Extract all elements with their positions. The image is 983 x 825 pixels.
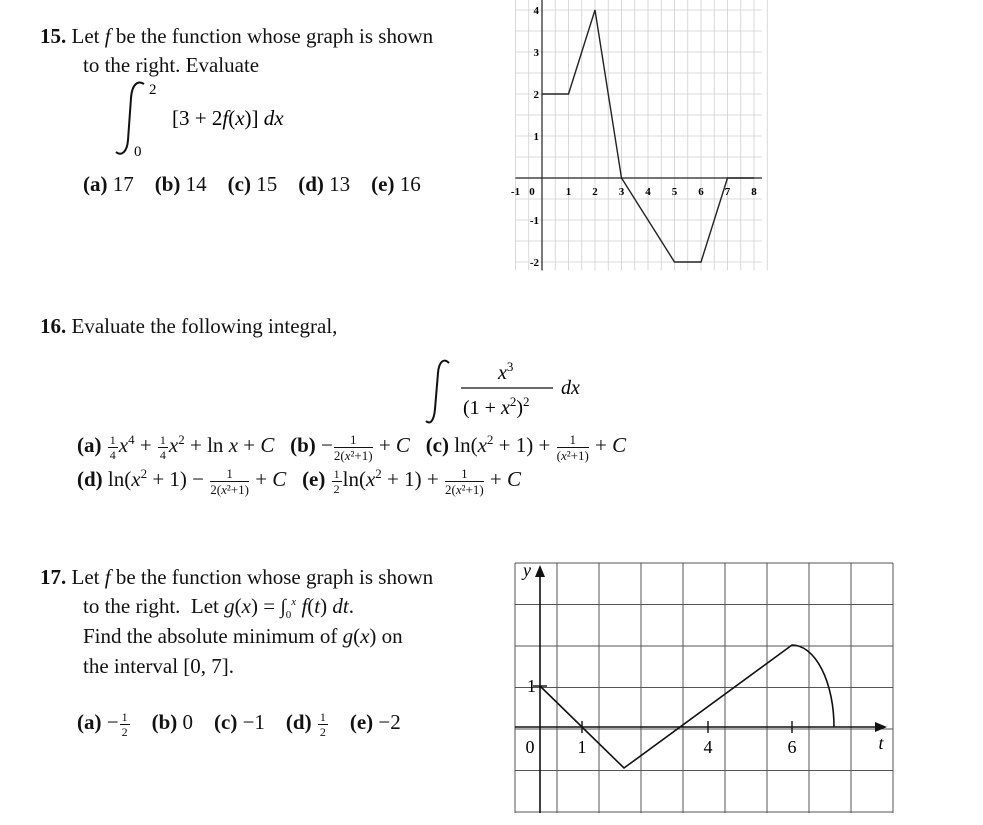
- x-tick-label: 1: [577, 737, 587, 757]
- q17-choices: [77, 710, 401, 738]
- q15-choice-e[interactable]: (e) 16: [371, 172, 421, 196]
- y-tick-label: 1: [527, 676, 536, 696]
- x-axis-label: t: [878, 733, 884, 753]
- q17-graph: [505, 555, 900, 820]
- q15-choices: [83, 172, 421, 197]
- q15-text-1: Let f be the function whose graph is shown: [71, 24, 434, 48]
- q17-line4: the interval [0, 7].: [83, 654, 235, 678]
- x-tick-label: 8: [751, 186, 757, 198]
- q15-choice-d[interactable]: (d) 13: [298, 172, 351, 196]
- y-axis-arrow-icon: [535, 565, 545, 577]
- q17-number: 17.: [40, 565, 67, 589]
- x-tick-label: -1: [510, 186, 521, 198]
- q16-denominator: $(1 + x^2)^2$: [463, 394, 530, 419]
- y-tick-label: 3: [533, 47, 539, 59]
- x-tick-label: 2: [592, 186, 598, 198]
- q15-line1: [40, 24, 433, 49]
- q16-choice-d[interactable]: (d) $\ln(x^2 + 1)$ − $\frac{1}{\text{2(x²+1)}}$ + C: [77, 465, 287, 497]
- q16-choice-c[interactable]: (c) $\ln(x^2 + 1)$ + $\frac{1}{\text{(x²+1)}}$ + C: [425, 431, 627, 463]
- x-tick-label: 6: [698, 186, 704, 198]
- x-tick-label: 3: [618, 186, 625, 198]
- y-tick-label: 2: [533, 89, 539, 101]
- x-axis-arrow-icon: [875, 722, 887, 732]
- q15-integral-lower: 0: [134, 144, 142, 160]
- q17-line1: [40, 565, 433, 590]
- q16-choice-b[interactable]: (b) − $\frac{1}{\text{2(x²+1)}}$ + C: [290, 431, 410, 463]
- x-tick-label: 0: [525, 737, 535, 757]
- y-tick-label: 1: [533, 131, 539, 143]
- q15-choice-a[interactable]: (a) 17: [83, 172, 134, 196]
- q16-choice-e[interactable]: (e) $\frac{1}{2}$ $\ln(x^2 + 1)$ + $\frac{1}{\text{2(x²+1)}}$ + C: [302, 465, 522, 497]
- q15-number: 15.: [40, 24, 67, 48]
- y-tick-label: -1: [529, 215, 539, 227]
- q15-integrand: [3 + 2f(x)] dx: [172, 106, 284, 130]
- q15-integral-upper: 2: [149, 82, 157, 98]
- q17-choice-d[interactable]: (d) $\frac{1}{2}$: [285, 709, 326, 739]
- q16-number: 16.: [40, 314, 67, 338]
- q16-line: [40, 314, 337, 339]
- y-tick-label: 4: [533, 5, 539, 17]
- q17-line2: to the right. Let $g(x) = \int_0^x$ f(t) dt.: [83, 594, 354, 622]
- q16-integral: [425, 355, 605, 435]
- q16-dx: dx: [561, 377, 580, 399]
- x-tick-label: 4: [703, 737, 713, 757]
- q17-choice-a[interactable]: (a) − $\frac{1}{2}$: [77, 709, 128, 739]
- q16-text: Evaluate the following integral,: [71, 314, 338, 338]
- q16-choice-a[interactable]: (a) $\frac{1}{4}$ $x^4$ + $\frac{1}{4}$ $x^2 + \ln x + C$: [77, 432, 275, 462]
- x-tick-label: 6: [787, 737, 797, 757]
- q17-text-1: Let f be the function whose graph is shown: [71, 565, 434, 589]
- x-tick-label: 1: [565, 186, 572, 198]
- integral-sign-icon: [112, 78, 352, 160]
- q17-choice-b[interactable]: (b) 0: [151, 710, 194, 734]
- q16-choices-row2: [77, 466, 521, 496]
- integral-sign-icon: [425, 355, 605, 430]
- q17-choice-e[interactable]: (e) −2: [349, 710, 401, 734]
- x-tick-label: 0: [529, 186, 535, 198]
- q15-integral: [112, 78, 352, 165]
- q16-choices-row1: [77, 432, 626, 462]
- y-tick-label: -2: [529, 257, 539, 269]
- y-axis-label: y: [523, 560, 531, 580]
- x-tick-label: 5: [671, 186, 678, 198]
- q15-line2: to the right. Evaluate: [83, 53, 260, 77]
- q15-choice-b[interactable]: (b) 14: [154, 172, 207, 196]
- q16-numerator: $x^3$: [498, 359, 514, 384]
- x-tick-label: 4: [645, 186, 651, 198]
- x-tick-label: 7: [724, 186, 731, 198]
- q17-choice-c[interactable]: (c) −1: [214, 710, 265, 734]
- q15-choice-c[interactable]: (c) 15: [227, 172, 278, 196]
- q17-line3: Find the absolute minimum of g(x) on: [83, 624, 403, 648]
- q15-graph: [505, 0, 785, 275]
